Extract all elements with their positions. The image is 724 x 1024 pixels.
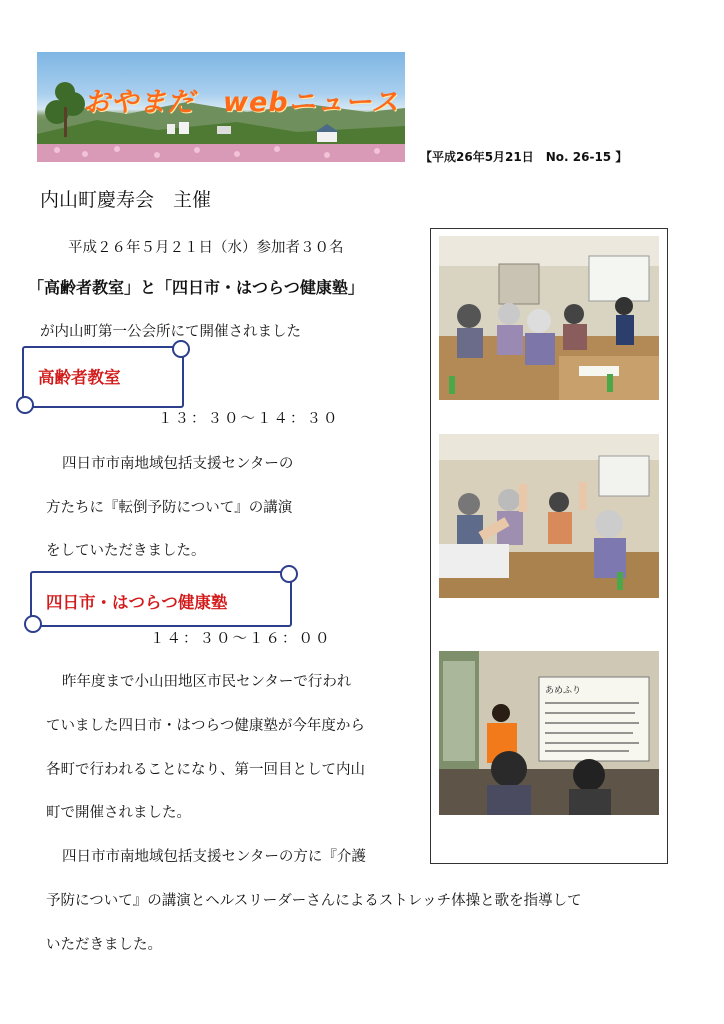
venue-line: が内山町第一公会所にて開催されました: [40, 324, 301, 340]
section2-line-1: 昨年度まで小山田地区市民センターで行われ: [62, 674, 352, 690]
photo-lecture: [439, 236, 659, 400]
section1-line-1: 四日市市南地域包括支援センターの: [62, 456, 294, 472]
photo-singing: [439, 651, 659, 815]
issue-date-number: 【平成26年5月21日 No. 26-15 】: [420, 150, 628, 164]
section2-line-3: 各町で行われることになり、第一回目として内山: [46, 762, 365, 778]
header-banner: [37, 52, 405, 162]
section1-time: １３：３０〜１４：３０: [158, 411, 340, 427]
section2-time: １４：３０〜１６：００: [150, 631, 332, 647]
date-participants: 平成２６年５月２１日（水）参加者３０名: [68, 240, 344, 256]
photo-exercise: [439, 434, 659, 598]
section2-line-2: ていました四日市・はつらつ健康塾が今年度から: [46, 718, 365, 734]
section2-line-4: 町で開催されました。: [46, 805, 191, 821]
section1-label: 高齢者教室: [38, 368, 121, 387]
banner-title: おやまだ webニュース: [83, 87, 400, 118]
section2-line-6: 予防について』の講演とヘルスリーダーさんによるストレッチ体操と歌を指導して: [46, 893, 582, 909]
section1-line-2: 方たちに『転倒予防について』の講演: [46, 500, 293, 516]
section2-line-7: いただきました。: [46, 937, 162, 953]
section2-line-5: 四日市市南地域包括支援センターの方に『介護: [62, 849, 366, 865]
board-title: あめふり: [545, 686, 582, 696]
event-titles: 「高齢者教室」と「四日市・はつらつ健康塾」: [28, 278, 364, 297]
page-title: 内山町慶寿会 主催: [40, 189, 212, 211]
section1-line-3: をしていただきました。: [46, 543, 206, 559]
section2-label: 四日市・はつらつ健康塾: [46, 593, 228, 612]
